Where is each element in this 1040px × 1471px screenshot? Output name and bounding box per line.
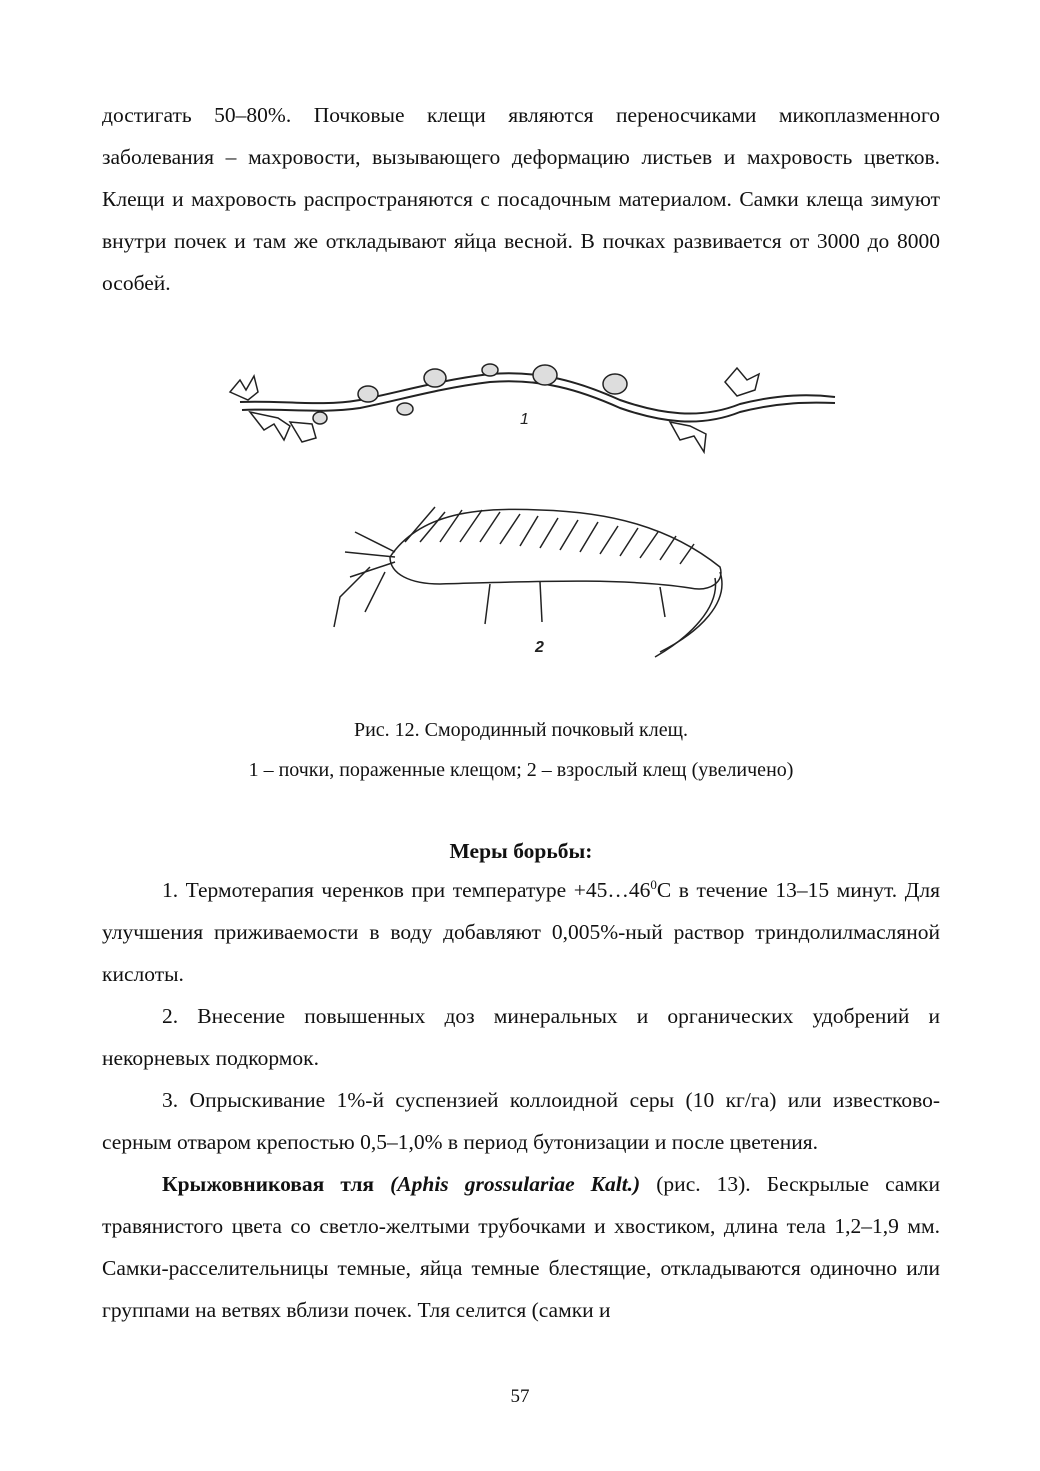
section-heading: Меры борьбы: bbox=[449, 839, 593, 863]
figure-caption-legend: 1 – почки, пораженные клещом; 2 – взрослый клещ (увеличено) bbox=[248, 759, 794, 781]
figure-label-1: 1 bbox=[520, 411, 529, 428]
measure-item-1 bbox=[102, 869, 940, 995]
measure-item-1-a: 1. Термотерапия черенков при температуре +45…46 bbox=[162, 878, 651, 902]
mite-drawing bbox=[334, 507, 722, 657]
aphid-name: Крыжовниковая тля bbox=[162, 1172, 375, 1196]
figure-illustration bbox=[220, 352, 840, 662]
degree-sup: 0 bbox=[650, 876, 657, 892]
measure-item-2: 2. Внесение повышенных доз минеральных и органических удобрений и некорневых подкормок. bbox=[102, 1004, 940, 1070]
aphid-latin: (Aphis grossulariae Kalt.) bbox=[390, 1172, 641, 1196]
aphid-paragraph bbox=[102, 1163, 940, 1331]
page-number: 57 bbox=[510, 1386, 530, 1407]
aphid-text: (рис. 13). Бескрылые самки травянистого цвета со светло-желтыми трубочками и хвостиком, длина тела 1,2–1,9 мм. Самки-расселительницы темные, яйца темные блестящие, откладываются одиночно или группами на ветвях вблизи почек. Тля селится (самки и bbox=[102, 1172, 940, 1322]
figure-caption-title: Рис. 12. Смородинный почковый клещ. bbox=[353, 719, 689, 741]
figure-12 bbox=[220, 352, 840, 662]
intro-paragraph bbox=[102, 94, 940, 304]
bud-shapes bbox=[313, 364, 627, 424]
intro-text: достигать 50–80%. Почковые клещи являются переносчиками микоплазменного заболевания – махровости, вызывающего деформацию листьев и махровость цветков. Клещи и махровость распространяются с посадочным материалом. Самки клеща зимуют внутри почек и там же откладывают яйца весной. В почках развивается от 3000 до 8000 особей. bbox=[102, 103, 940, 295]
measures-list bbox=[102, 869, 940, 1331]
measure-item-1-b: С в течение 13–15 минут. Для улучшения приживаемости в воду добавляют 0,005%-ный раствор триндолилмасляной кислоты. bbox=[102, 878, 940, 986]
measure-item-3: 3. Опрыскивание 1%-й суспензией коллоидной серы (10 кг/га) или известково-серным отваром крепостью 0,5–1,0% в период бутонизации и после цветения. bbox=[102, 1088, 940, 1154]
figure-label-2: 2 bbox=[535, 639, 544, 656]
